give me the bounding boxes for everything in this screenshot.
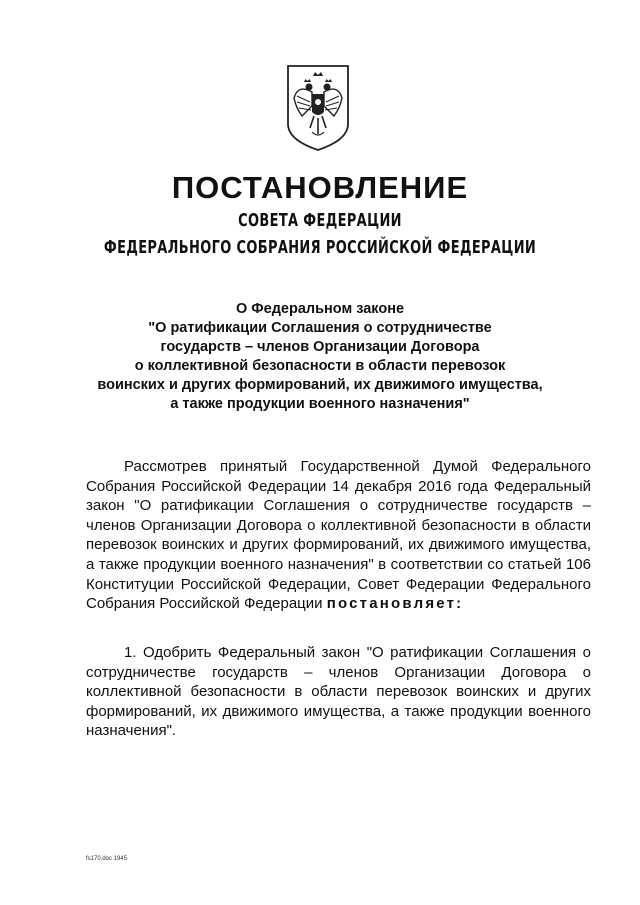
file-code: fs170.doc 1945 bbox=[86, 856, 128, 862]
preamble-paragraph bbox=[86, 457, 591, 614]
resolution-item-1: 1. Одобрить Федеральный закон "О ратификации Соглашения о сотрудничестве государств – членов Организации Договора о коллективной безопасности в области перевозок воинских и других формирований, их движимого имущества, а также продукции военного назначения". bbox=[86, 644, 591, 740]
document-subject bbox=[60, 300, 580, 414]
issuer-line-2: ФЕДЕРАЛЬНОГО СОБРАНИЯ РОССИЙСКОЙ ФЕДЕРАЦИИ bbox=[103, 237, 537, 258]
russian-coat-of-arms-icon bbox=[282, 62, 354, 154]
resolves-keyword: постановляет bbox=[326, 595, 457, 613]
issuer-line-1: СОВЕТА ФЕДЕРАЦИИ bbox=[238, 210, 402, 231]
subject-line: "О ратификации Соглашения о сотрудничестве bbox=[148, 320, 492, 336]
resolves-colon: : bbox=[456, 595, 464, 613]
subject-line: о коллективной безопасности в области перевозок bbox=[134, 358, 506, 374]
preamble-text: Рассмотрев принятый Государственной Думой Федерального Собрания Российской Федерации 14 декабря 2016 года Федеральный закон "О ратификации Соглашения о сотрудничестве государств – членов Организации Договора о коллективной безопасности в области перевозок воинских и других формирований, их движимого имущества, а также продукции военного назначения" в соответствии со статьей 106 Конституции Российской Федерации, Совет Федерации Федерального Собрания Российской Федерации bbox=[86, 458, 591, 613]
subject-line: а также продукции военного назначения" bbox=[170, 396, 470, 412]
subject-line: воинских и других формирований, их движимого имущества, bbox=[97, 377, 543, 393]
document-title: ПОСТАНОВЛЕНИЕ bbox=[171, 170, 469, 205]
subject-line: государств – членов Организации Договора bbox=[160, 339, 480, 355]
subject-line: О Федеральном законе bbox=[235, 301, 405, 317]
